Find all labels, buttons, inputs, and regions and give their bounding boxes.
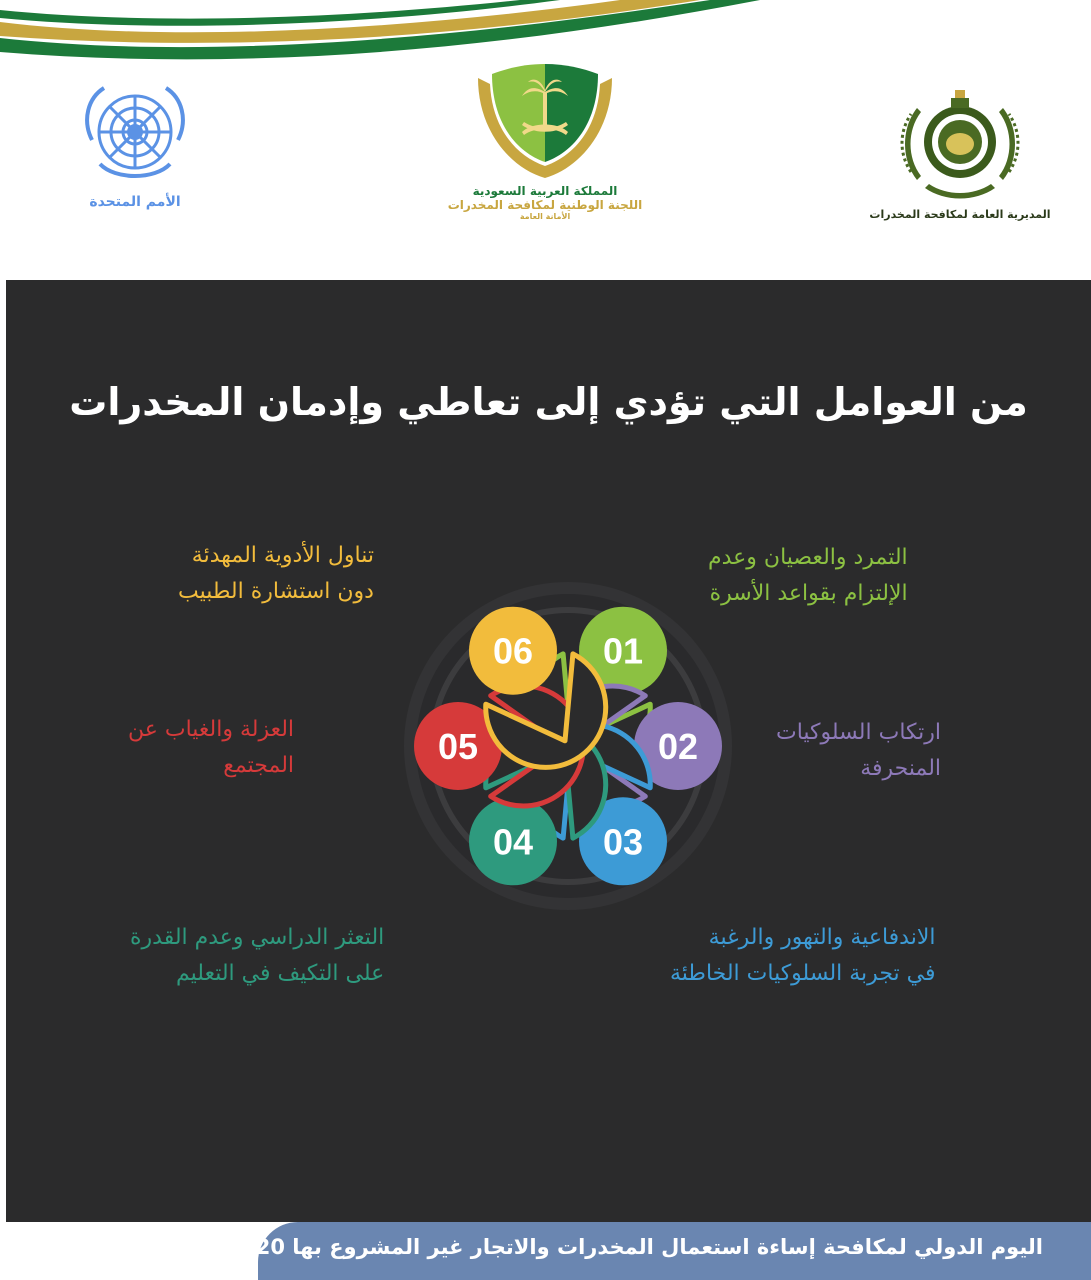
number-label-04: 04 — [492, 821, 534, 863]
header-logos — [0, 0, 1091, 280]
factor-01-line2: الإلتزام بقواعد الأسرة — [709, 581, 908, 606]
footer-text: اليوم الدولي لمكافحة إساءة استعمال المخدرات والاتجار غير المشروع بها 2020 م — [203, 1235, 1043, 1259]
factor-05-line1: العزلة والغياب عن — [128, 717, 295, 742]
factor-03-line2: في تجربة السلوكيات الخاطئة — [670, 961, 936, 986]
factor-02-line1: ارتكاب السلوكيات — [776, 720, 942, 745]
factor-06-line1: تناول الأدوية المهدئة — [191, 543, 374, 568]
factor-05-line2: المجتمع — [223, 753, 295, 778]
number-label-01: 01 — [602, 630, 644, 672]
number-label-05: 05 — [437, 726, 479, 767]
page-title: من العوامل التي تؤدي إلى تعاطي وإدمان المخدرات — [69, 380, 1028, 424]
factor-03-line1: الاندفاعية والتهور والرغبة — [708, 925, 936, 950]
left-edge — [0, 280, 6, 1280]
gdnc-emblem-icon — [895, 84, 1025, 204]
factor-05-text — [128, 712, 294, 784]
factor-06-text — [178, 538, 374, 610]
ncnc-logo — [440, 60, 650, 221]
ncnc-line3: الأمانة العامة — [519, 212, 571, 221]
un-label: الأمم المتحدة — [89, 194, 181, 210]
factor-04-line2: على التكيف في التعليم — [176, 961, 385, 986]
factor-02-text — [776, 715, 941, 787]
gdnc-logo — [860, 84, 1060, 221]
factor-03-text — [670, 920, 936, 992]
number-label-06: 06 — [492, 630, 534, 672]
factors-flower-diagram — [376, 580, 756, 920]
factor-02-line2: المنحرفة — [860, 756, 942, 781]
number-label-03: 03 — [602, 821, 644, 863]
infographic-panel — [6, 280, 1091, 1222]
un-emblem-icon — [70, 80, 200, 190]
number-label-02: 02 — [657, 726, 699, 767]
factor-06-line2: دون استشارة الطبيب — [178, 579, 374, 604]
saudi-palm-swords-icon — [470, 60, 620, 180]
ncnc-line1: المملكة العربية السعودية — [472, 184, 618, 198]
factor-01-line1: التمرد والعصيان وعدم — [708, 545, 908, 570]
factor-04-text — [130, 920, 384, 992]
footer-bar — [203, 1222, 1091, 1280]
un-logo — [60, 80, 210, 210]
gdnc-label: المديرية العامة لمكافحة المخدرات — [869, 208, 1051, 221]
factor-04-line1: التعثر الدراسي وعدم القدرة — [130, 925, 385, 950]
ncnc-line2: اللجنة الوطنية لمكافحة المخدرات — [447, 198, 643, 212]
